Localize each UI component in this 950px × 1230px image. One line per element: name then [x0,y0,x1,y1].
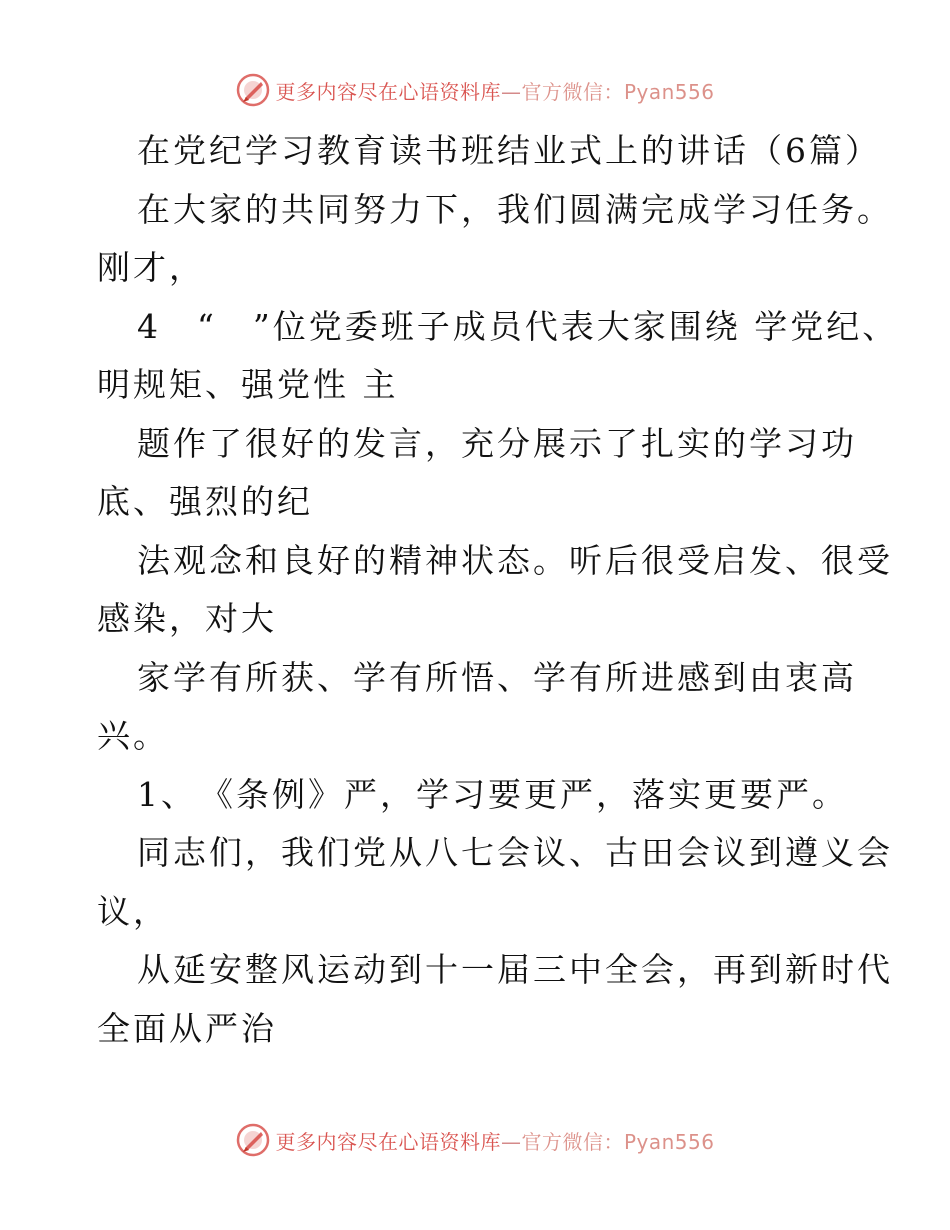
text-line: 同志们，我们党从八七会议、古田会议到遵义会 [137,833,893,872]
text-line: 从延安整风运动到十一届三中全会，再到新时代 [137,950,893,989]
text-line: 议， [97,891,169,931]
text-line: 刚才， [97,248,205,287]
watermark-separator: — [500,1129,522,1154]
text-line: 兴。 [97,716,169,755]
footer-watermark [0,1120,950,1160]
document-body [97,122,897,1058]
text-line: 全面从严治 [97,1008,277,1048]
quill-seal-icon [235,1122,271,1158]
text-line: 底、强烈的纪 [97,482,313,521]
document-title: 在党纪学习教育读书班结业式上的讲话（6篇） [137,131,881,170]
watermark-text [275,76,714,105]
watermark-text [275,1126,714,1155]
watermark-separator: — [500,79,522,104]
section-heading: 1、 《条例》严，学习要更严，落实更要严。 [137,774,848,814]
text-line: 4 “ ”位党委班子成员代表大家围绕 学党纪、 [137,306,899,346]
text-line: 感染，对大 [97,599,277,638]
text-line: 题作了很好的发言，充分展示了扎实的学习功 [137,423,857,463]
watermark-contact: 官方微信：Pyan556 [521,1129,715,1154]
text-line: 法观念和良好的精神状态。听后很受启发、很受 [137,540,893,580]
watermark-contact: 官方微信：Pyan556 [521,79,715,104]
watermark-brand: 更多内容尽在心语资料库 [275,79,501,104]
watermark-brand: 更多内容尽在心语资料库 [275,1129,501,1154]
quill-seal-icon [235,72,271,108]
text-line: 家学有所获、学有所悟、学有所进感到由衷高 [137,657,857,697]
text-line: 在大家的共同努力下，我们圆满完成学习任务。 [137,189,893,229]
header-watermark [0,70,950,110]
text-line: 明规矩、强党性 主 [97,365,399,404]
